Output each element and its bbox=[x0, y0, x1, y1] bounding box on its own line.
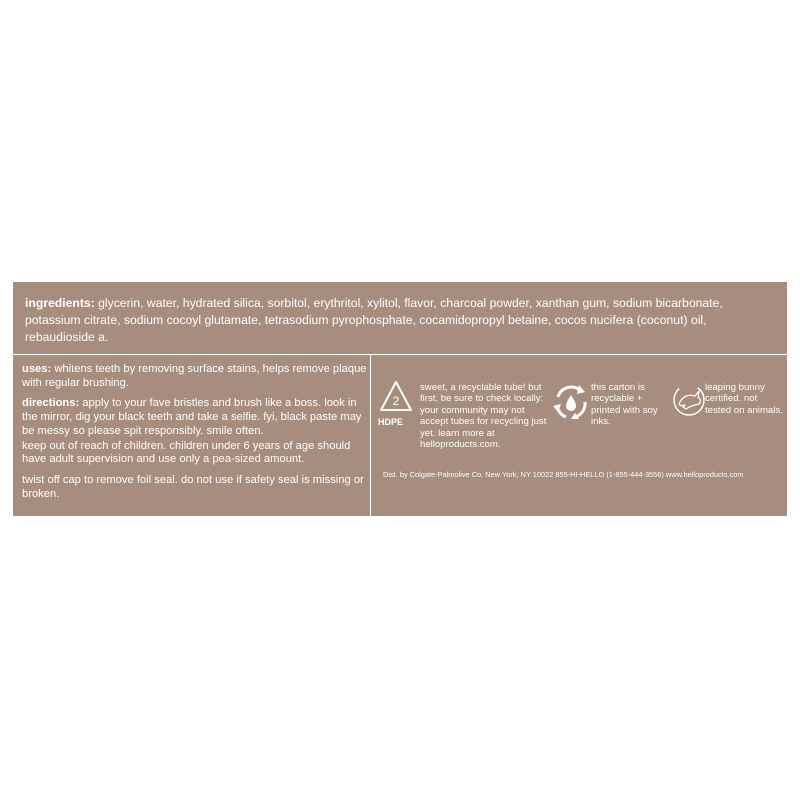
directions-paragraph bbox=[22, 397, 370, 438]
distributor-text: Dist. by Colgate-Palmolive Co. New York, NY 10022 855-HI-HELLO (1-855-444-3556) www.helloproducts.com bbox=[383, 470, 744, 479]
recycle-2-hdpe-icon bbox=[378, 379, 414, 415]
vertical-divider bbox=[370, 354, 371, 516]
recycling-text: sweet, a recyclable tube! but first, be sure to check locally: your community may not accept tubes for recycling just yet. learn more at helloproducts.com. bbox=[420, 382, 547, 451]
directions-text: apply to your fave bristles and brush like a boss. look in the mirror, dig your black teeth and take a selfie. fyi, black paste may be messy so please spit responsibly. smile often. bbox=[22, 397, 362, 437]
label-panel bbox=[13, 282, 787, 516]
recycle-code: 2 bbox=[392, 394, 400, 408]
carton-text: this carton is recyclable + printed with soy inks. bbox=[591, 382, 658, 428]
ingredients-label: ingredients: bbox=[25, 296, 95, 310]
leaping-bunny-icon bbox=[671, 382, 707, 418]
ingredients-text: glycerin, water, hydrated silica, sorbitol, erythritol, xylitol, flavor, charcoal powder, xanthan gum, sodium bicarbonate, potassium citrate, sodium cocoyl glutamate, tetrasodium pyrophosphate, cocamidopropyl betaine, cocos nucifera (coconut) oil, rebaudioside a. bbox=[25, 296, 723, 344]
usage-section bbox=[22, 363, 370, 502]
recycle-droplet-icon bbox=[550, 382, 592, 424]
uses-paragraph bbox=[22, 363, 370, 390]
hdpe-label: HDPE bbox=[378, 417, 404, 427]
bunny-text: leaping bunny certified. not tested on animals. bbox=[705, 382, 783, 416]
horizontal-divider bbox=[13, 354, 787, 355]
directions-label: directions: bbox=[22, 397, 80, 410]
warning-text: keep out of reach of children. children under 6 years of age should have adult supervision and use only a pea-sized amount. bbox=[22, 439, 351, 466]
ingredients-section bbox=[25, 295, 777, 346]
seal-text: twist off cap to remove foil seal. do not use if safety seal is missing or broken. bbox=[22, 473, 364, 500]
uses-label: uses: bbox=[22, 363, 52, 375]
uses-text: whitens teeth by removing surface stains, helps remove plaque with regular brushing. bbox=[22, 363, 367, 389]
